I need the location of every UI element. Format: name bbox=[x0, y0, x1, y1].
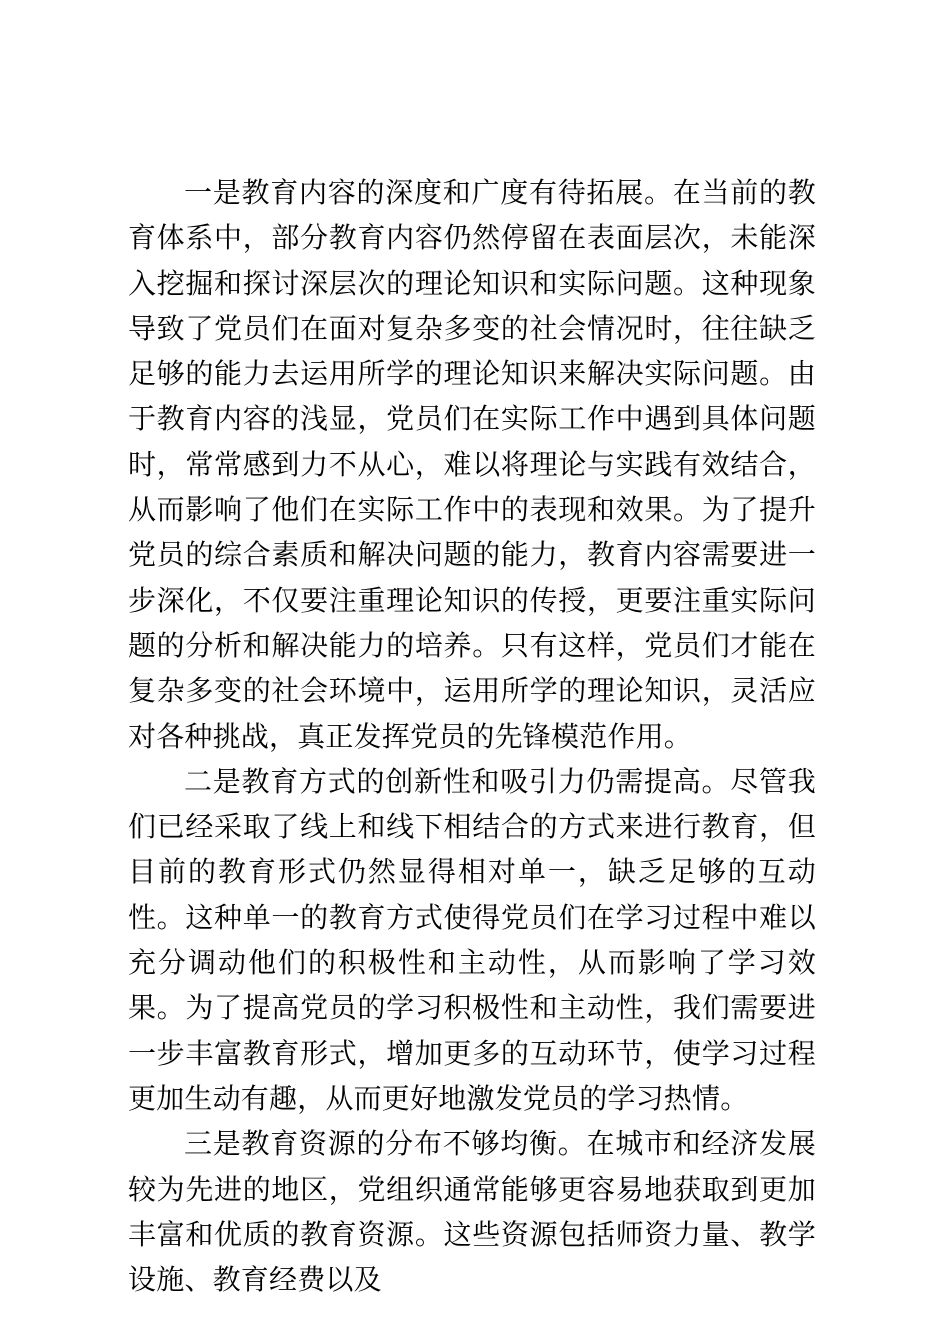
paragraph-1: 一是教育内容的深度和广度有待拓展。在当前的教育体系中，部分教育内容仍然停留在表面层次，未能深入挖掘和探讨深层次的理论知识和实际问题。这种现象导致了党员们在面对复杂多变的社会情况时，往往缺乏足够的能力去运用所学的理论知识来解决实际问题。由于教育内容的浅显，党员们在实际工作中遇到具体问题时，常常感到力不从心，难以将理论与实践有效结合，从而影响了他们在实际工作中的表现和效果。为了提升党员的综合素质和解决问题的能力，教育内容需要进一步深化，不仅要注重理论知识的传授，更要注重实际问题的分析和解决能力的培养。只有这样，党员们才能在复杂多变的社会环境中，运用所学的理论知识，灵活应对各种挑战，真正发挥党员的先锋模范作用。 bbox=[128, 176, 816, 753]
paragraph-3: 三是教育资源的分布不够均衡。在城市和经济发展较为先进的地区，党组织通常能够更容易地获取到更加丰富和优质的教育资源。这些资源包括师资力量、教学设施、教育经费以及 bbox=[128, 1127, 816, 1297]
paragraph-2: 二是教育方式的创新性和吸引力仍需提高。尽管我们已经采取了线上和线下相结合的方式来进行教育，但目前的教育形式仍然显得相对单一，缺乏足够的互动性。这种单一的教育方式使得党员们在学习过程中难以充分调动他们的积极性和主动性，从而影响了学习效果。为了提高党员的学习积极性和主动性，我们需要进一步丰富教育形式，增加更多的互动环节，使学习过程更加生动有趣，从而更好地激发党员的学习热情。 bbox=[128, 764, 816, 1115]
document-body bbox=[128, 170, 816, 1302]
